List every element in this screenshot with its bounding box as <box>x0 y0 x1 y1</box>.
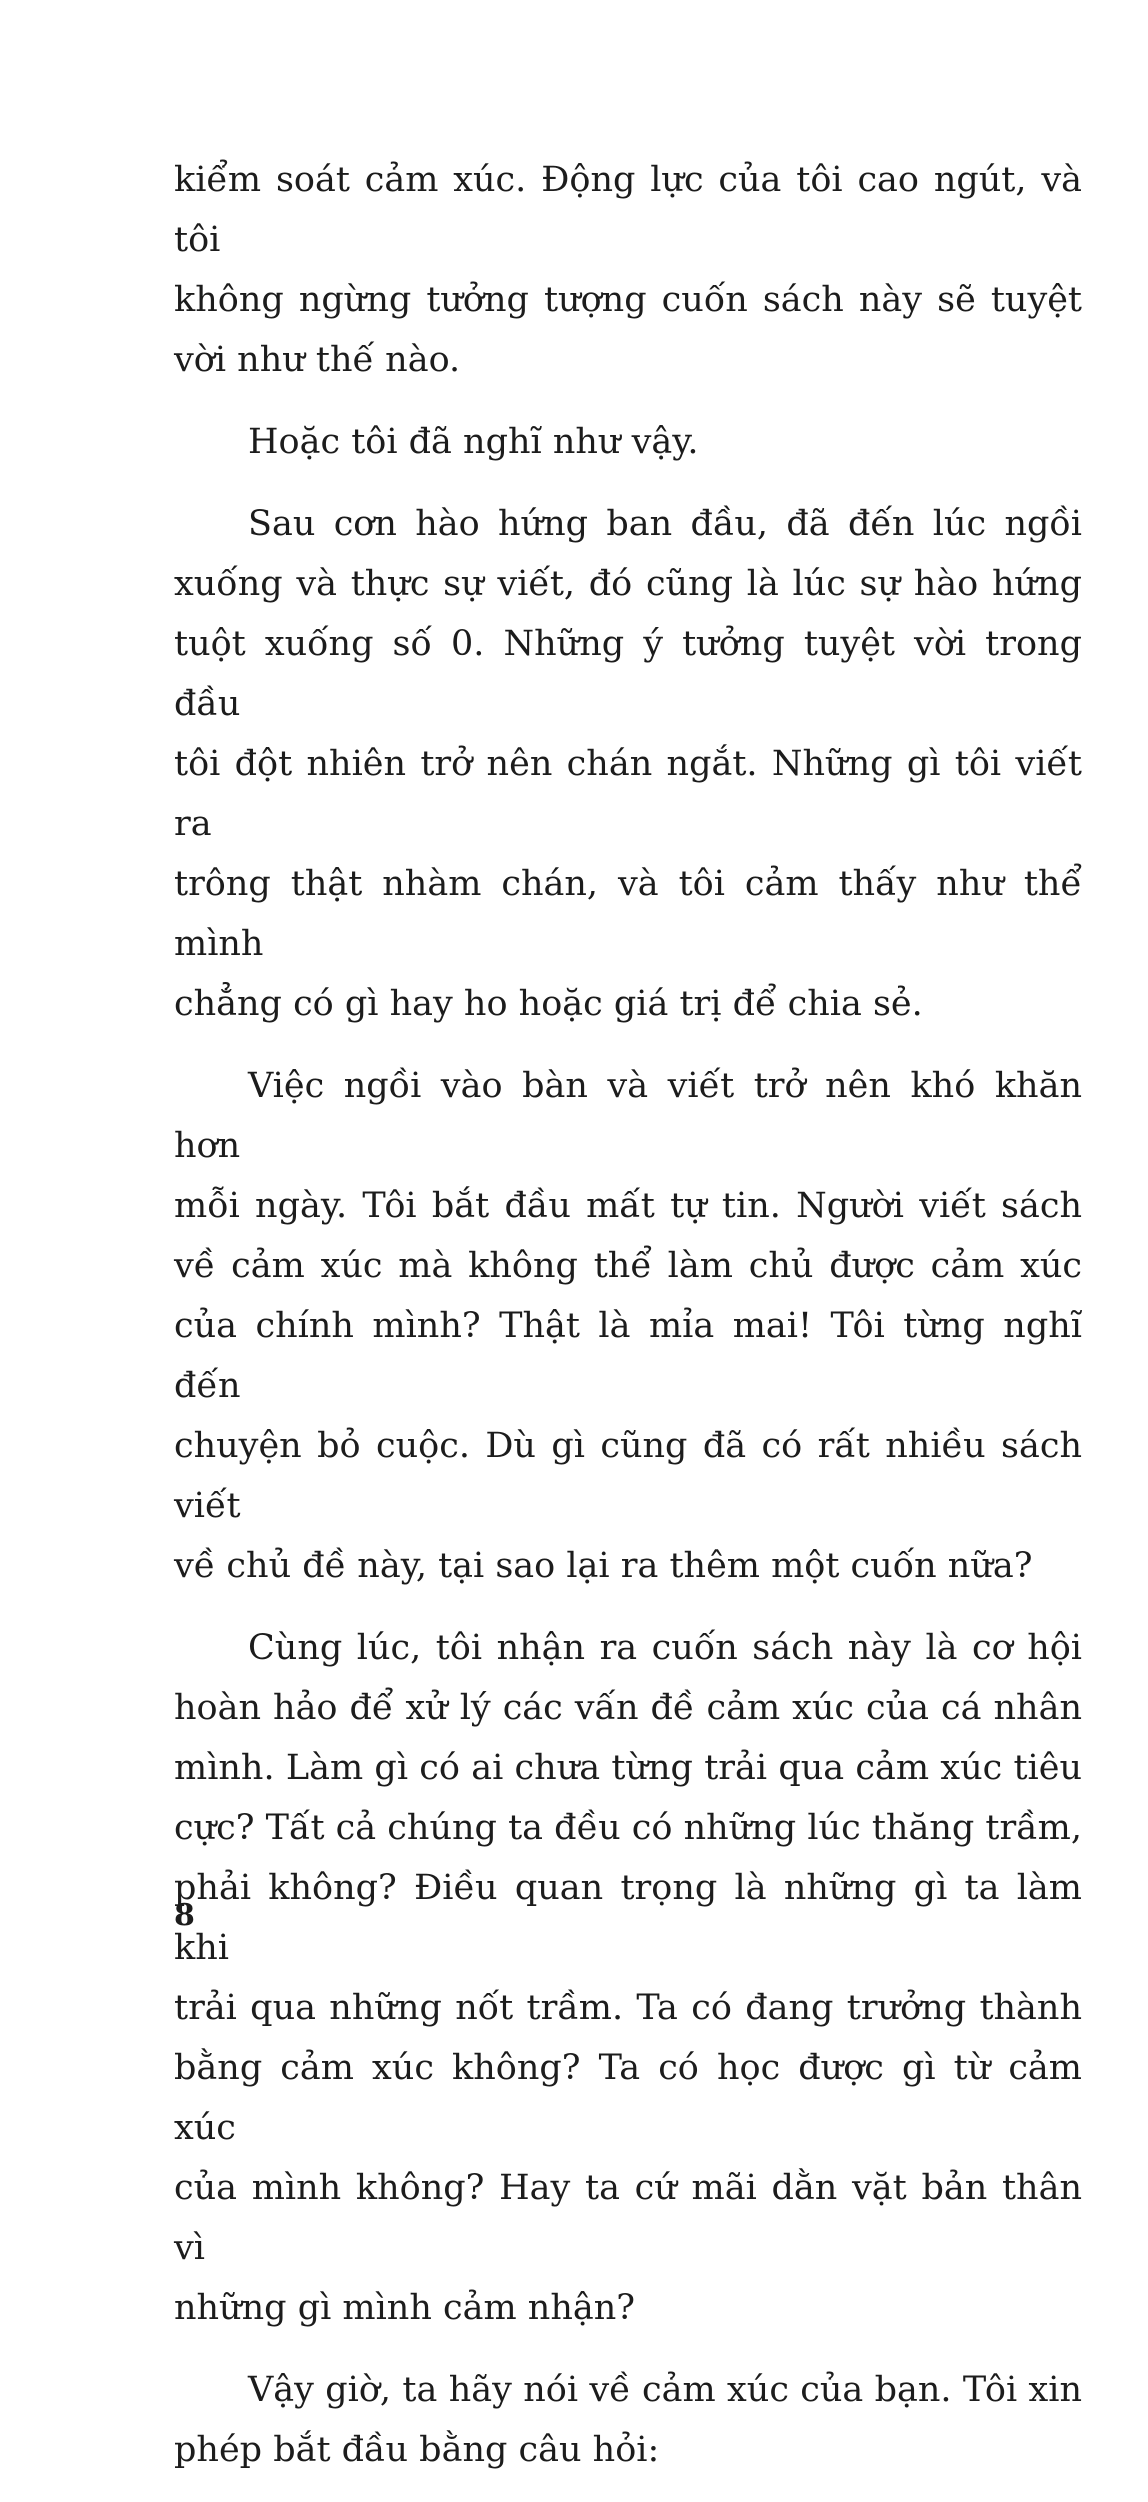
text-line: chuyện bỏ cuộc. Dù gì cũng đã có rất nhiều sách viết <box>174 1426 1082 1526</box>
text-line: mình. Làm gì có ai chưa từng trải qua cảm xúc tiêu <box>174 1748 1082 1788</box>
text-line: tuột xuống số 0. Những ý tưởng tuyệt vời trong đầu <box>174 624 1082 724</box>
text-line: bằng cảm xúc không? Ta có học được gì từ cảm xúc <box>174 2048 1082 2148</box>
text-line: kiểm soát cảm xúc. Động lực của tôi cao ngút, và tôi <box>174 160 1082 260</box>
text-line: mỗi ngày. Tôi bắt đầu mất tự tin. Người viết sách <box>174 1186 1082 1226</box>
text-line: cực? Tất cả chúng ta đều có những lúc thăng trầm, <box>174 1808 1082 1848</box>
text-line: Việc ngồi vào bàn và viết trở nên khó khăn hơn <box>174 1066 1082 1166</box>
text-line: trải qua những nốt trầm. Ta có đang trưởng thành <box>174 1988 1082 2028</box>
text-line: Hoặc tôi đã nghĩ như vậy. <box>248 422 699 462</box>
paragraph-4 <box>174 1056 1082 1596</box>
text-line: phép bắt đầu bằng câu hỏi: <box>174 2430 660 2470</box>
paragraph-1 <box>174 150 1082 390</box>
text-line: phải không? Điều quan trọng là những gì ta làm khi <box>174 1868 1082 1968</box>
text-line: không ngừng tưởng tượng cuốn sách này sẽ tuyệt <box>174 280 1082 320</box>
text-line: xuống và thực sự viết, đó cũng là lúc sự hào hứng <box>174 564 1082 604</box>
text-line: chẳng có gì hay ho hoặc giá trị để chia sẻ. <box>174 984 923 1024</box>
text-line: vời như thế nào. <box>174 340 461 380</box>
text-line: về chủ đề này, tại sao lại ra thêm một cuốn nữa? <box>174 1546 1033 1586</box>
body-text <box>174 150 1082 2502</box>
text-line: của mình không? Hay ta cứ mãi dằn vặt bản thân vì <box>174 2168 1082 2268</box>
text-line: tôi đột nhiên trở nên chán ngắt. Những gì tôi viết ra <box>174 744 1082 844</box>
page-number: 8 <box>174 1898 195 1933</box>
text-line: hoàn hảo để xử lý các vấn đề cảm xúc của cá nhân <box>174 1688 1082 1728</box>
text-line: Vậy giờ, ta hãy nói về cảm xúc của bạn. Tôi xin <box>248 2370 1082 2410</box>
paragraph-3 <box>174 494 1082 1034</box>
text-line: của chính mình? Thật là mỉa mai! Tôi từng nghĩ đến <box>174 1306 1082 1406</box>
text-line: Cùng lúc, tôi nhận ra cuốn sách này là cơ hội <box>248 1628 1082 1668</box>
text-line: những gì mình cảm nhận? <box>174 2288 636 2328</box>
text-line: Sau cơn hào hứng ban đầu, đã đến lúc ngồi <box>248 504 1082 544</box>
paragraph-6 <box>174 2360 1082 2480</box>
paragraph-2 <box>174 412 1082 472</box>
text-line: trông thật nhàm chán, và tôi cảm thấy như thể mình <box>174 864 1082 964</box>
paragraph-5 <box>174 1618 1082 2338</box>
text-line: về cảm xúc mà không thể làm chủ được cảm xúc <box>174 1246 1082 1286</box>
